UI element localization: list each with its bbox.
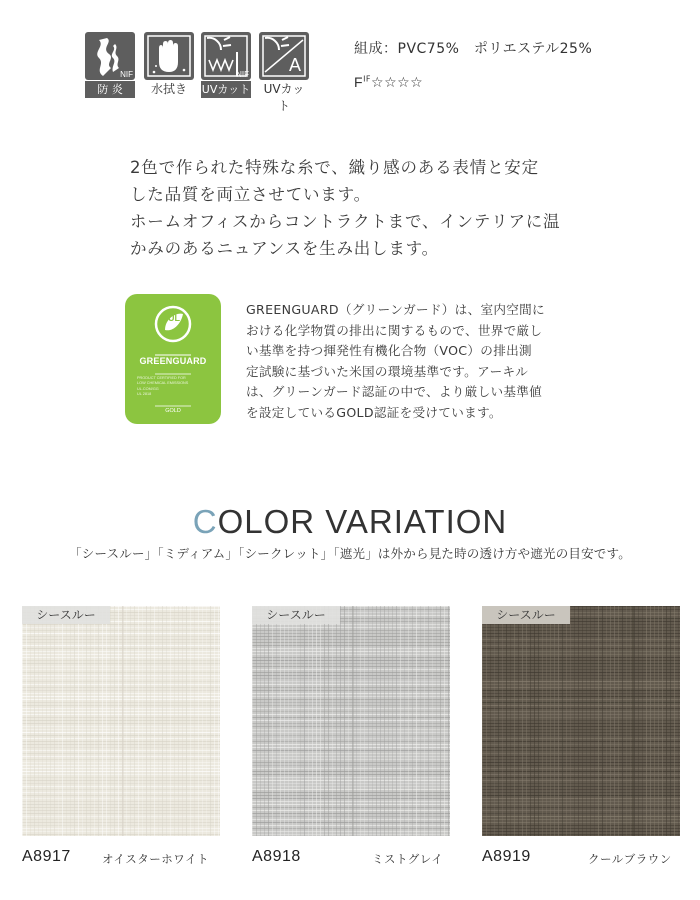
nif-mark: NIF xyxy=(236,70,249,79)
color-name: クールブラウン xyxy=(588,852,672,866)
composition-text: 組成：PVC75% ポリエステル25% xyxy=(354,41,593,57)
fabric-texture xyxy=(482,606,680,836)
grade-a-mark: A xyxy=(288,55,301,75)
flame-retardant-icon xyxy=(85,32,135,80)
transparency-tag: シースルー xyxy=(482,606,570,624)
uv-cut-a-caption: UVカット xyxy=(263,82,305,113)
color-variation-subtitle: 「シースルー」「ミディアム」「シークレット」「遮光」は外から見た時の透け方や遮光の目安です。 xyxy=(69,546,631,561)
uv-cut-nif-badge xyxy=(201,32,251,98)
swatch-a8917[interactable] xyxy=(22,606,220,836)
ul-mark: UL xyxy=(168,313,180,323)
product-description xyxy=(130,154,580,262)
washable-icon xyxy=(144,32,194,80)
description-line: 2色で作られた特殊な糸で、織り感のある表情と安定 xyxy=(130,158,539,177)
greenguard-line: は、グリーンガード認証の中で、より厳しい基準値 xyxy=(246,384,543,400)
flame-retardant-caption: 防 炎 xyxy=(85,81,135,98)
description-line: ホームオフィスからコントラクトまで、インテリアに温 xyxy=(130,212,561,231)
greenguard-line: を設定しているGOLD認証を受けています。 xyxy=(246,404,502,420)
transparency-tag: シースルー xyxy=(252,606,340,624)
title-accent-letter: C xyxy=(192,503,218,540)
uv-cut-a-badge xyxy=(259,32,309,113)
flame-retardant-badge xyxy=(85,32,135,98)
greenguard-description xyxy=(246,300,576,424)
greenguard-line: おける化学物質の排出に関するもので、世界で厳し xyxy=(246,322,543,338)
smallprint-line: UL 2818 xyxy=(137,392,152,397)
fabric-texture xyxy=(252,606,450,836)
greenguard-line: GREENGUARD（グリーンガード）は、室内空間に xyxy=(246,302,545,317)
color-name: オイスターホワイト xyxy=(102,852,209,866)
formaldehyde-sup: IF xyxy=(363,74,372,84)
uv-cut-a-icon xyxy=(259,32,309,80)
greenguard-logo-gold: GOLD xyxy=(165,408,181,414)
product-code: A8917 xyxy=(22,848,71,865)
color-variation-title xyxy=(0,503,700,541)
transparency-tag: シースルー xyxy=(22,606,110,624)
formaldehyde-rating xyxy=(354,74,423,91)
greenguard-line: 定試験に基づいた米国の環境基準です。アーキル xyxy=(246,363,529,379)
swatch-a8918[interactable] xyxy=(252,606,450,836)
uv-cut-nif-icon xyxy=(201,32,251,80)
smallprint-line: LOW CHEMICAL EMISSIONS xyxy=(137,381,189,386)
swatch-a8919[interactable] xyxy=(482,606,680,836)
product-code: A8919 xyxy=(482,848,531,865)
greenguard-logo-smallprint xyxy=(137,376,213,398)
greenguard-logo xyxy=(125,294,221,424)
uv-cut-nif-caption: UVカット xyxy=(201,83,251,96)
nif-mark: NIF xyxy=(120,70,133,79)
greenguard-logo-title: GREENGUARD xyxy=(139,356,207,366)
fabric-texture xyxy=(22,606,220,836)
smallprint-line: UL.COM/GG xyxy=(137,386,159,391)
title-rest: OLOR VARIATION xyxy=(217,503,508,540)
description-line: かみのあるニュアンスを生み出します。 xyxy=(130,239,439,258)
formaldehyde-stars: ☆☆☆☆ xyxy=(371,75,424,91)
washable-caption: 水拭き xyxy=(150,82,187,96)
color-name: ミストグレイ xyxy=(372,852,444,866)
greenguard-line: い基準を持つ揮発性有機化合物（VOC）の排出測 xyxy=(246,343,532,359)
product-code: A8918 xyxy=(252,848,301,865)
description-line: した品質を両立させています。 xyxy=(130,185,371,204)
formaldehyde-prefix: F xyxy=(354,74,364,90)
washable-badge xyxy=(144,32,194,98)
smallprint-line: PRODUCT CERTIFIED FOR xyxy=(137,376,186,380)
